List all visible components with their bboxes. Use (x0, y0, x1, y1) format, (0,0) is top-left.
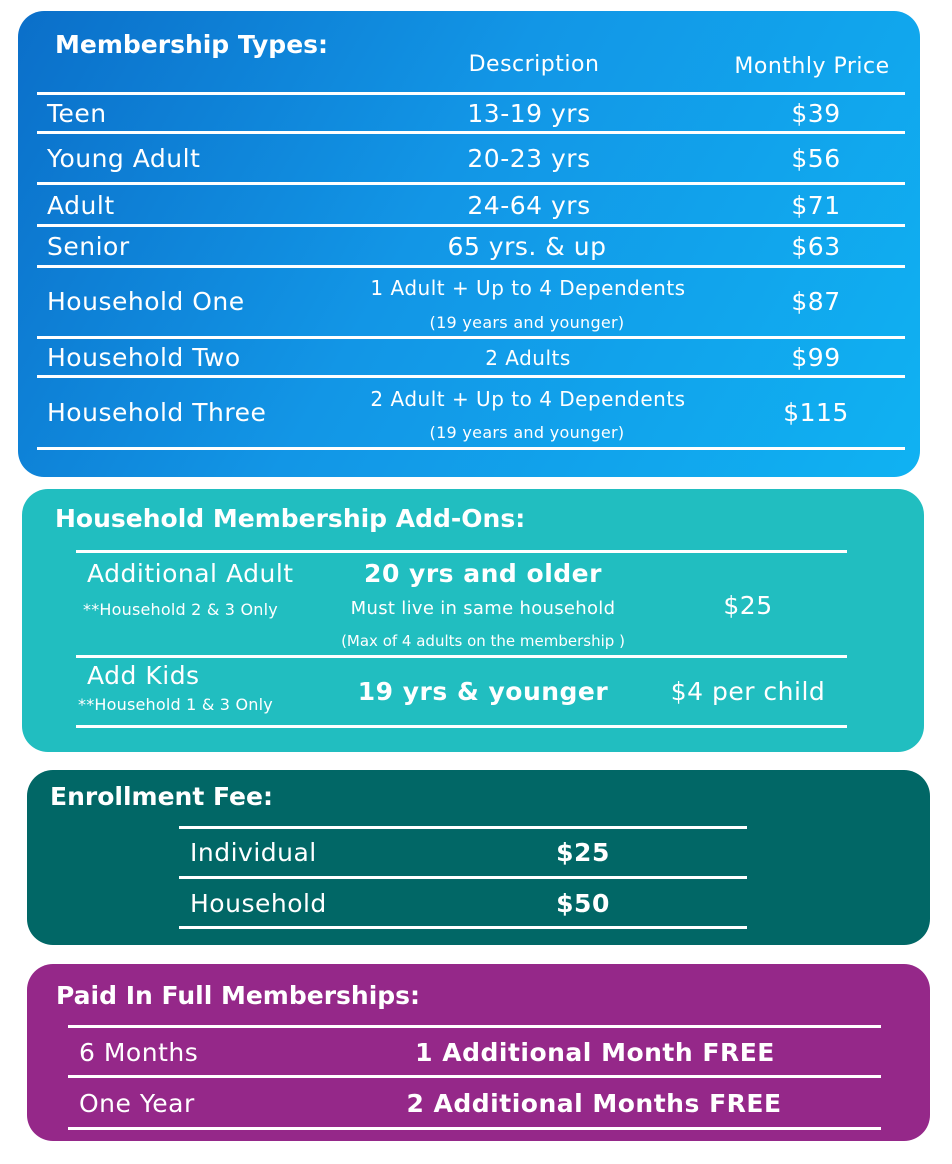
addon-description: 19 yrs & younger (357, 677, 609, 706)
table-divider (68, 1075, 881, 1078)
addon-description: 20 yrs and older (364, 559, 602, 588)
membership-description: 13-19 yrs (467, 99, 591, 128)
household-addons-title: Household Membership Add-Ons: (55, 504, 526, 533)
addon-price: $4 per child (670, 677, 826, 706)
membership-name: Household One (47, 287, 245, 316)
membership-name: Household Two (47, 343, 241, 372)
table-divider (179, 826, 747, 829)
addon-name: Add Kids (87, 661, 200, 690)
table-divider (37, 336, 905, 339)
membership-name: Senior (47, 232, 130, 261)
table-divider (37, 375, 905, 378)
addon-detail: Must live in same household (350, 598, 616, 619)
membership-price: $115 (783, 398, 849, 427)
membership-price: $39 (791, 99, 841, 128)
membership-description: 1 Adult + Up to 4 Dependents (370, 276, 686, 300)
description-column-header: Description (468, 52, 600, 77)
enrollment-fee-title: Enrollment Fee: (50, 782, 273, 811)
membership-description-note: (19 years and younger) (429, 423, 625, 442)
enrollment-price: $25 (556, 838, 610, 867)
paid-in-full-term: One Year (79, 1089, 195, 1118)
membership-description: 2 Adult + Up to 4 Dependents (370, 387, 686, 411)
membership-description: 2 Adults (485, 346, 571, 370)
membership-description: 24-64 yrs (467, 191, 591, 220)
membership-description: 65 yrs. & up (447, 232, 607, 261)
monthly-price-column-header: Monthly Price (734, 54, 890, 79)
addon-restriction: **Household 1 & 3 Only (78, 695, 273, 714)
addon-restriction: **Household 2 & 3 Only (83, 600, 278, 619)
table-divider (179, 926, 747, 929)
enrollment-type: Household (190, 889, 327, 918)
table-divider (68, 1127, 881, 1130)
membership-price: $99 (791, 343, 841, 372)
membership-price: $63 (791, 232, 841, 261)
paid-in-full-title: Paid In Full Memberships: (56, 981, 421, 1010)
enrollment-price: $50 (556, 889, 610, 918)
table-divider (179, 876, 747, 879)
table-divider (37, 224, 905, 227)
table-divider (37, 265, 905, 268)
table-divider (37, 182, 905, 185)
paid-in-full-benefit: 2 Additional Months FREE (406, 1089, 782, 1118)
membership-name: Household Three (47, 398, 267, 427)
membership-types-title: Membership Types: (55, 30, 329, 59)
membership-description: 20-23 yrs (467, 144, 591, 173)
table-divider (37, 447, 905, 450)
enrollment-type: Individual (190, 838, 317, 867)
membership-price: $56 (791, 144, 841, 173)
membership-price: $71 (791, 191, 841, 220)
paid-in-full-term: 6 Months (79, 1038, 199, 1067)
table-divider (37, 131, 905, 134)
membership-name: Adult (47, 191, 115, 220)
addon-price: $25 (723, 591, 773, 620)
paid-in-full-benefit: 1 Additional Month FREE (415, 1038, 775, 1067)
table-divider (76, 550, 847, 553)
addon-name: Additional Adult (87, 559, 294, 588)
membership-name: Teen (47, 99, 107, 128)
table-divider (68, 1025, 881, 1028)
membership-price: $87 (791, 287, 841, 316)
table-divider (76, 725, 847, 728)
membership-description-note: (19 years and younger) (429, 313, 625, 332)
table-divider (76, 655, 847, 658)
membership-name: Young Adult (47, 144, 201, 173)
table-divider (37, 92, 905, 95)
addon-note: (Max of 4 adults on the membership ) (341, 632, 625, 650)
